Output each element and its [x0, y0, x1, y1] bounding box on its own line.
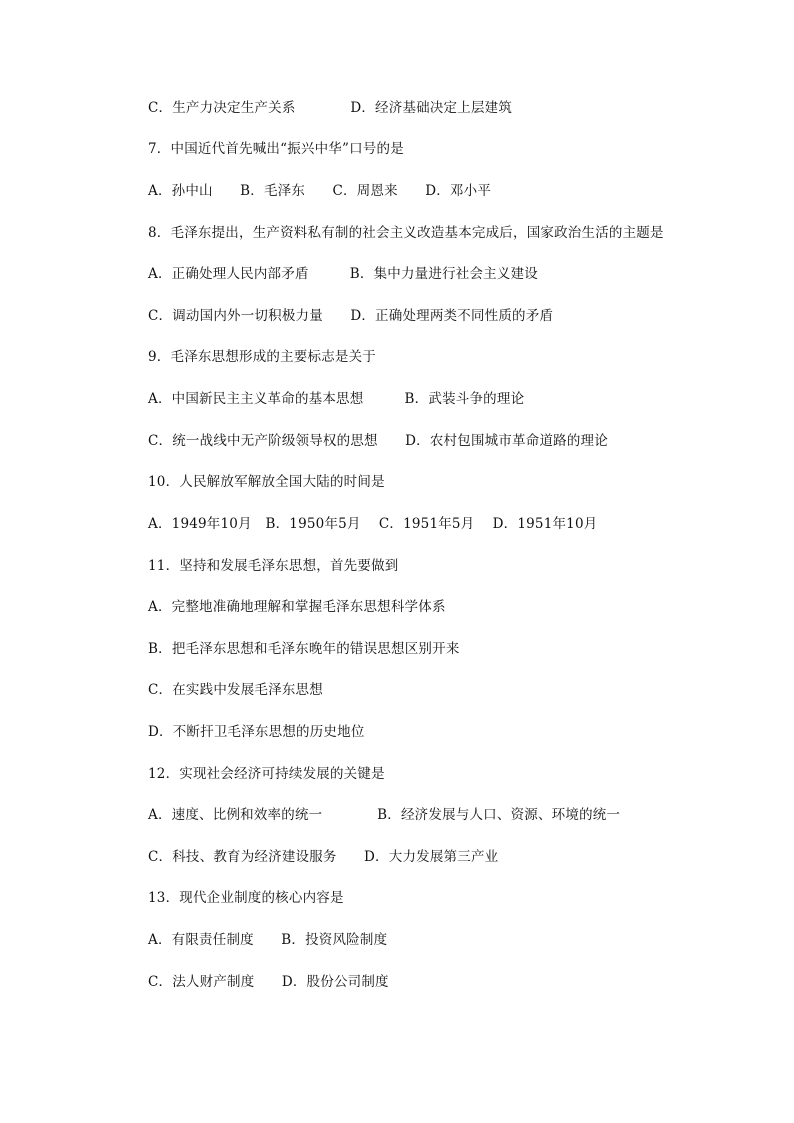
q11-stem: 11．坚持和发展毛泽东思想，首先要做到 — [148, 558, 399, 574]
q11-option-a: A．完整地准确地理解和掌握毛泽东思想科学体系 — [148, 599, 446, 615]
q11-option-c: C．在实践中发展毛泽东思想 — [148, 682, 323, 698]
q6-options-cd: C．生产力决定生产关系 D．经济基础决定上层建筑 — [148, 100, 513, 116]
q9-stem: 9．毛泽东思想形成的主要标志是关于 — [148, 349, 376, 365]
q8-options-ab: A．正确处理人民内部矛盾 B．集中力量进行社会主义建设 — [148, 266, 538, 282]
q12-options-cd: C．科技、教育为经济建设服务 D．大力发展第三产业 — [148, 849, 499, 865]
q13-options-cd: C．法人财产制度 D．股份公司制度 — [148, 974, 389, 990]
q10-options: A．1949年10月 B．1950年5月 C．1951年5月 D．1951年10月 — [148, 516, 598, 532]
q13-options-ab: A．有限责任制度 B．投资风险制度 — [148, 932, 388, 948]
q9-options-ab: A．中国新民主主义革命的基本思想 B．武装斗争的理论 — [148, 391, 525, 407]
q8-stem: 8．毛泽东提出，生产资料私有制的社会主义改造基本完成后，国家政治生活的主题是 — [148, 225, 664, 241]
q10-stem: 10．人民解放军解放全国大陆的时间是 — [148, 474, 385, 490]
q11-option-d: D．不断扞卫毛泽东思想的历史地位 — [148, 724, 365, 740]
q12-stem: 12．实现社会经济可持续发展的关键是 — [148, 766, 385, 782]
q12-options-ab: A．速度、比例和效率的统一 B．经济发展与人口、资源、环境的统一 — [148, 807, 621, 823]
q7-stem: 7．中国近代首先喊出“振兴中华”口号的是 — [148, 141, 404, 157]
q13-stem: 13．现代企业制度的核心内容是 — [148, 890, 344, 906]
q11-option-b: B．把毛泽东思想和毛泽东晚年的错误思想区别开来 — [148, 641, 460, 657]
q8-options-cd: C．调动国内外一切积极力量 D．正确处理两类不同性质的矛盾 — [148, 308, 554, 324]
q9-options-cd: C．统一战线中无产阶级领导权的思想 D．农村包围城市革命道路的理论 — [148, 433, 608, 449]
q7-options: A．孙中山 B．毛泽东 C．周恩来 D．邓小平 — [148, 183, 492, 199]
